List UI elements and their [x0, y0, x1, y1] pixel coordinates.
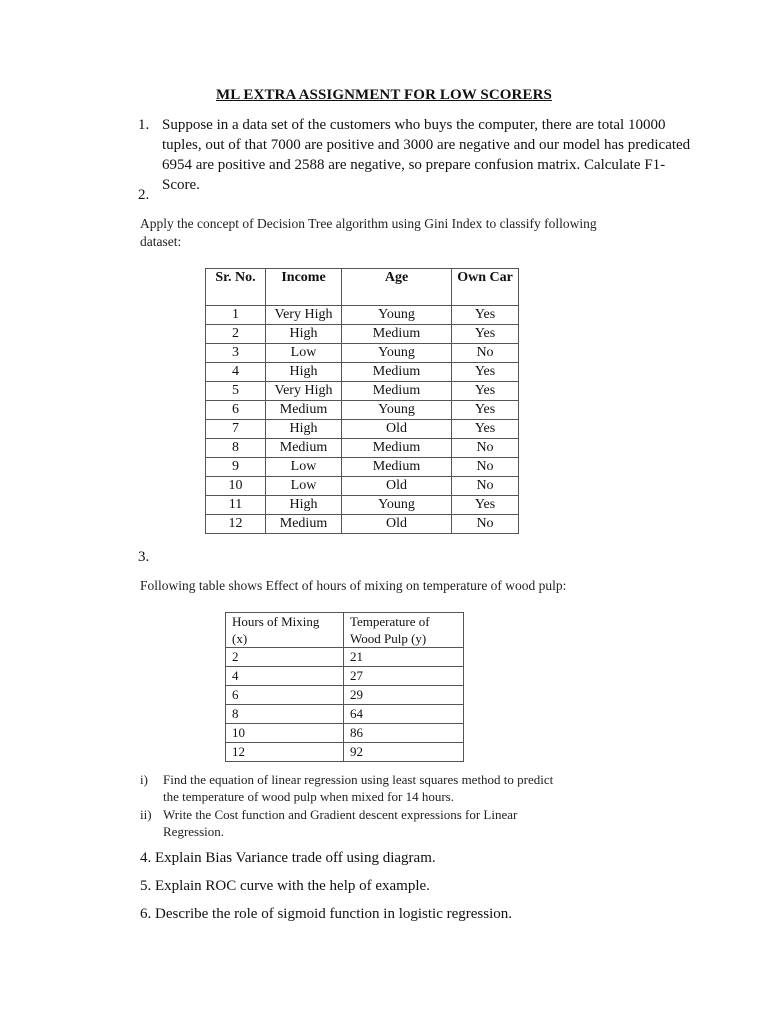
question-3-number: 3. — [138, 549, 150, 565]
cell-sr-no: 6 — [206, 401, 266, 420]
cell-temperature: 92 — [344, 743, 464, 762]
cell-temperature: 21 — [344, 648, 464, 667]
cell-own-car: Yes — [452, 363, 519, 382]
question-3-intro: Following table shows Effect of hours of mixing on temperature of wood pulp: — [140, 578, 567, 593]
cell-income: Very High — [266, 382, 342, 401]
cell-own-car: Yes — [452, 401, 519, 420]
table-row — [206, 401, 519, 420]
column-header-temperature: Temperature of Wood Pulp (y) — [344, 613, 464, 648]
cell-own-car: Yes — [452, 382, 519, 401]
table-row — [206, 496, 519, 515]
table-row — [226, 686, 464, 705]
table-row — [226, 743, 464, 762]
cell-temperature: 27 — [344, 667, 464, 686]
column-header-sr-no: Sr. No. — [206, 269, 266, 306]
part-ii-text: Write the Cost function and Gradient descent expressions for Linear Regression. — [163, 807, 518, 839]
cell-income: Low — [266, 344, 342, 363]
part-ii-number: ii) — [140, 807, 152, 822]
cell-age: Young — [342, 306, 452, 325]
cell-own-car: Yes — [452, 325, 519, 344]
cell-sr-no: 4 — [206, 363, 266, 382]
column-header-income: Income — [266, 269, 342, 306]
cell-age: Medium — [342, 363, 452, 382]
wood-pulp-table — [225, 612, 464, 762]
table-row — [226, 648, 464, 667]
cell-sr-no: 9 — [206, 458, 266, 477]
document-title: ML EXTRA ASSIGNMENT FOR LOW SCORERS — [216, 87, 552, 103]
table-header-row — [206, 269, 519, 306]
decision-tree-dataset-table — [205, 268, 519, 534]
cell-age: Young — [342, 401, 452, 420]
cell-sr-no: 12 — [206, 515, 266, 534]
question-6: 6. Describe the role of sigmoid function in logistic regression. — [140, 906, 513, 922]
cell-age: Young — [342, 344, 452, 363]
cell-age: Old — [342, 515, 452, 534]
cell-own-car: No — [452, 515, 519, 534]
cell-sr-no: 3 — [206, 344, 266, 363]
cell-temperature: 86 — [344, 724, 464, 743]
cell-age: Medium — [342, 382, 452, 401]
cell-hours: 8 — [226, 705, 344, 724]
cell-sr-no: 2 — [206, 325, 266, 344]
table-row — [206, 477, 519, 496]
table-row — [206, 363, 519, 382]
table-row — [226, 705, 464, 724]
question-3-part-i — [140, 771, 560, 805]
table-row — [206, 325, 519, 344]
cell-sr-no: 10 — [206, 477, 266, 496]
table-row — [206, 458, 519, 477]
cell-age: Medium — [342, 458, 452, 477]
cell-own-car: No — [452, 344, 519, 363]
cell-sr-no: 5 — [206, 382, 266, 401]
cell-age: Old — [342, 420, 452, 439]
cell-hours: 12 — [226, 743, 344, 762]
cell-income: High — [266, 325, 342, 344]
table-row — [226, 724, 464, 743]
table-row — [226, 667, 464, 686]
cell-income: High — [266, 496, 342, 515]
column-header-own-car: Own Car — [452, 269, 519, 306]
cell-hours: 2 — [226, 648, 344, 667]
part-i-number: i) — [140, 772, 148, 787]
question-2-intro: Apply the concept of Decision Tree algorithm using Gini Index to classify following dataset: — [140, 216, 597, 249]
cell-income: Medium — [266, 439, 342, 458]
cell-income: Low — [266, 458, 342, 477]
question-5: 5. Explain ROC curve with the help of example. — [140, 878, 430, 894]
cell-age: Old — [342, 477, 452, 496]
cell-own-car: Yes — [452, 420, 519, 439]
cell-own-car: No — [452, 477, 519, 496]
column-header-age: Age — [342, 269, 452, 306]
cell-income: Low — [266, 477, 342, 496]
question-1 — [138, 115, 698, 195]
cell-income: High — [266, 420, 342, 439]
cell-own-car: Yes — [452, 306, 519, 325]
cell-hours: 6 — [226, 686, 344, 705]
part-i-text: Find the equation of linear regression using least squares method to predict the temperature of wood pulp when mixed for 14 hours. — [163, 772, 554, 804]
question-1-text: Suppose in a data set of the customers who buys the computer, there are total 10000 tuples, out of that 7000 are positive and 3000 are negative and our model has predicated 6954 are positive and 2588 are negative, so prepare confusion matrix. Calculate F1-Score. — [162, 117, 691, 193]
cell-age: Young — [342, 496, 452, 515]
cell-own-car: Yes — [452, 496, 519, 515]
cell-sr-no: 1 — [206, 306, 266, 325]
cell-hours: 10 — [226, 724, 344, 743]
question-2-number: 2. — [138, 187, 150, 203]
question-4: 4. Explain Bias Variance trade off using diagram. — [140, 850, 436, 866]
table-row — [206, 439, 519, 458]
cell-temperature: 29 — [344, 686, 464, 705]
cell-income: Very High — [266, 306, 342, 325]
table-row — [206, 382, 519, 401]
cell-hours: 4 — [226, 667, 344, 686]
cell-sr-no: 11 — [206, 496, 266, 515]
cell-own-car: No — [452, 439, 519, 458]
column-header-hours-of-mixing: Hours of Mixing (x) — [226, 613, 344, 648]
table-row — [206, 306, 519, 325]
cell-income: Medium — [266, 401, 342, 420]
table-header-row — [226, 613, 464, 648]
table-row — [206, 344, 519, 363]
cell-sr-no: 7 — [206, 420, 266, 439]
cell-sr-no: 8 — [206, 439, 266, 458]
cell-age: Medium — [342, 325, 452, 344]
cell-temperature: 64 — [344, 705, 464, 724]
question-3-part-ii — [140, 806, 560, 840]
table-row — [206, 420, 519, 439]
cell-income: High — [266, 363, 342, 382]
table-row — [206, 515, 519, 534]
cell-income: Medium — [266, 515, 342, 534]
question-1-number: 1. — [138, 117, 150, 133]
cell-own-car: No — [452, 458, 519, 477]
cell-age: Medium — [342, 439, 452, 458]
